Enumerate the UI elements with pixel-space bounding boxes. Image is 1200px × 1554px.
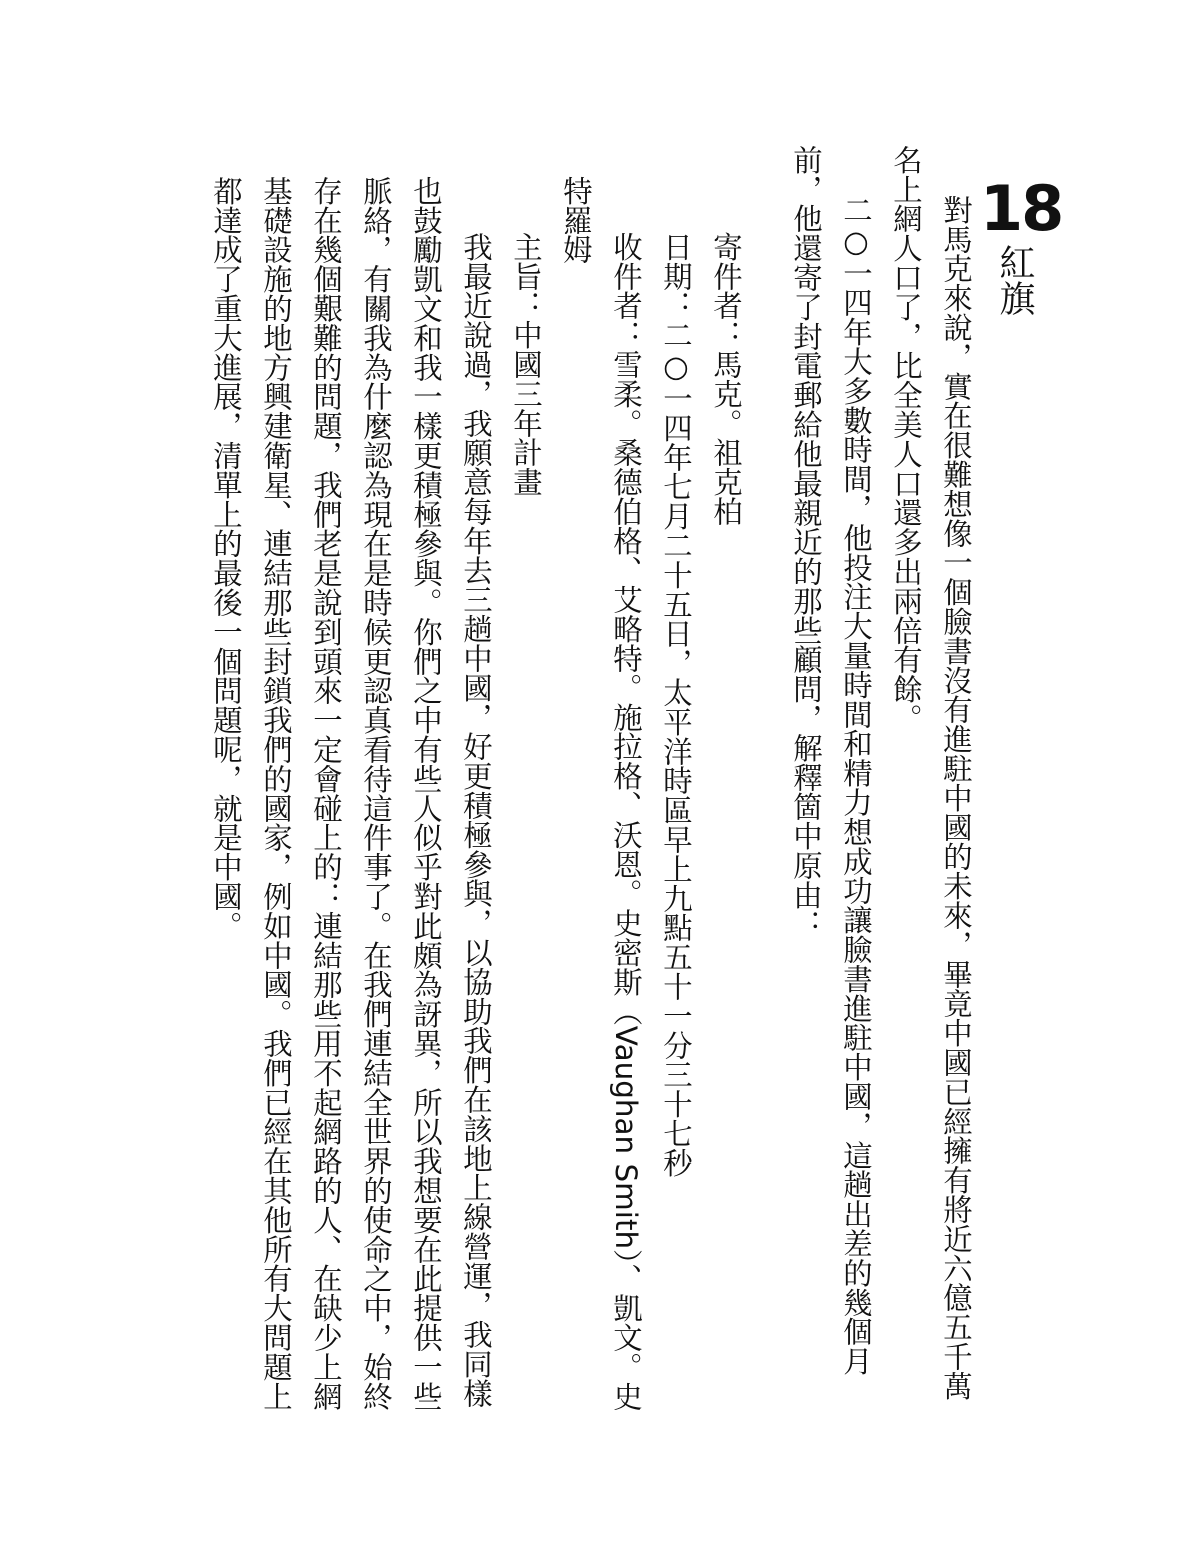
email-to-continued: 特羅姆 — [559, 176, 593, 265]
email-body-line: 脈絡，有關我為什麼認為現在是時候更認真看待這件事了。在我們連結全世界的使命之中，始終 — [359, 176, 393, 1411]
email-body-line: 我最近說過，我願意每年去三趟中國，好更積極參與，以協助我們在該地上線營運，我同樣 — [459, 232, 493, 1408]
body-line: 二○一四年大多數時間，他投注大量時間和精力想成功讓臉書進駐中國，這趟出差的幾個月 — [839, 195, 873, 1376]
email-body-line: 基礎設施的地方興建衛星、連結那些封鎖我們的國家，例如中國。我們已經在其他所有大問題上 — [259, 176, 293, 1411]
body-line: 名上網人口了，比全美人口還多出兩倍有餘。 — [889, 145, 923, 733]
email-body-line: 都達成了重大進展，清單上的最後一個問題呢，就是中國。 — [209, 176, 243, 941]
chapter-title: 紅旗 — [994, 244, 1035, 316]
body-line: 前，他還寄了封電郵給他最親近的那些顧問，解釋箇中原由： — [789, 145, 823, 939]
email-to: 收件者：雪柔。桑德伯格、艾略特。施拉格、沃恩。史密斯（Vaughan Smith）、凱文。史 — [609, 232, 643, 1411]
email-from: 寄件者：馬克。祖克柏 — [709, 232, 743, 526]
email-date: 日期：二○一四年七月二十五日，太平洋時區早上九點五十一分三十七秒 — [659, 232, 693, 1178]
email-subject: 主旨：中國三年計畫 — [509, 232, 543, 497]
email-body-line: 也鼓勵凱文和我一樣更積極參與。你們之中有些人似乎對此頗為訝異，所以我想要在此提供一些 — [409, 176, 443, 1411]
email-body-line: 存在幾個艱難的問題，我們老是說到頭來一定會碰上的：連結那些用不起網路的人、在缺少上網 — [309, 176, 343, 1411]
chapter-number: 18 — [980, 172, 1063, 245]
body-line: 對馬克來說，實在很難想像一個臉書沒有進駐中國的未來，畢竟中國已經擁有將近六億五千萬 — [939, 195, 973, 1401]
